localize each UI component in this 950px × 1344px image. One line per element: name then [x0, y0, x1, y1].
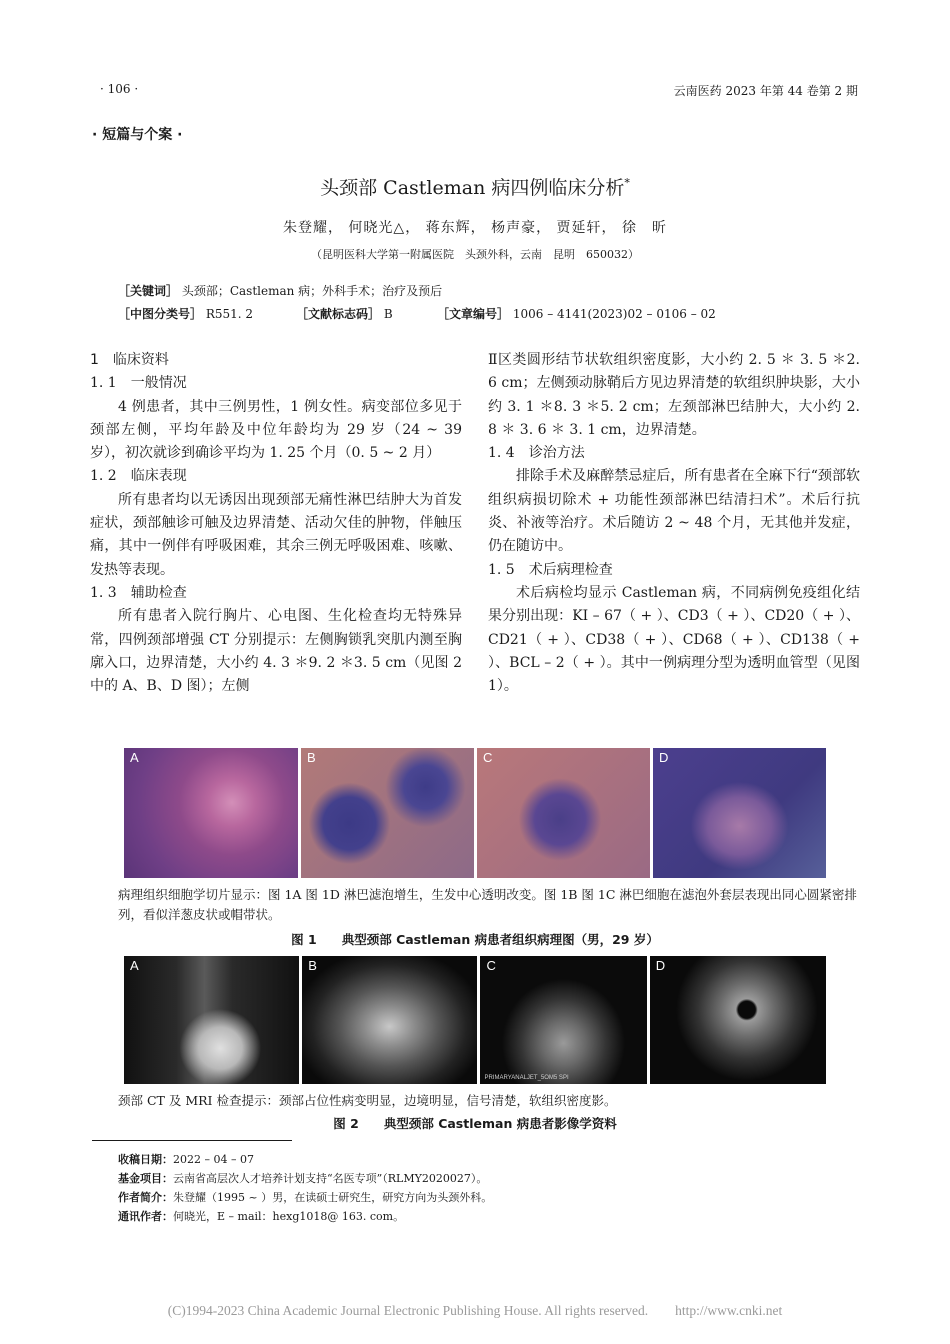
article-title	[0, 173, 950, 200]
figure-2-panel-b	[302, 956, 477, 1084]
paragraph-pathology: 术后病检均显示 Castleman 病，不同病例免疫组化结果分别出现：KI – 67（ + ）、CD3（ + ）、CD20（ + ）、CD21（ + ）、CD38（ + ）、CD68（ + ）、CD138（ + ）、BCL – 2（ + ）。其中一例病理分型为透明血管型（见图 1）。	[488, 584, 860, 695]
copyright-notice: (C)1994-2023 China Academic Journal Electronic Publishing House. All rights reserved. http://www.cnki.net	[167, 1303, 783, 1318]
journal-issue: 云南医药 2023 年第 44 卷第 2 期	[673, 84, 858, 98]
footnote-received-value: 2022 – 04 – 07	[173, 1153, 254, 1166]
subheading-1-2: 1. 2 临床表现	[90, 468, 187, 485]
figure-1-images	[124, 748, 826, 878]
keywords-line	[118, 282, 442, 299]
paragraph-exam: 所有患者入院行胸片、心电图、生化检查均无特殊异常，四例颈部增强 CT 分别提示：左侧胸锁乳突肌内测至胸廓入口，边界清楚，大小约 4. 3 ＊9. 2 ＊3. 5 cm（见图 2 中的 A、B、D 图）；左侧	[90, 608, 462, 695]
right-column	[488, 349, 860, 698]
title-footnote-mark: *	[624, 176, 630, 190]
article-title-text: 头颈部 Castleman 病四例临床分析	[320, 177, 625, 199]
paragraph-exam-continued: Ⅱ区类圆形结节状软组织密度影，大小约 2. 5 ＊ 3. 5 ＊2. 6 cm；左侧颈动脉鞘后方见边界清楚的软组织肿块影，大小约 3. 1 ＊8. 3 ＊5. 2 cm；左颈部淋巴结肿大，大小约 2. 8 ＊ 3. 6 ＊ 3. 1 cm，边界清楚。	[488, 352, 860, 438]
figure-1-caption: 病理组织细胞学切片显示：图 1A 图 1D 淋巴滤泡增生，生发中心透明改变。图 1B 图 1C 淋巴细胞在滤泡外套层表现出同心圆紧密排列，看似洋葱皮状或帽带状。	[118, 887, 857, 922]
figure-1-panel-b-label: B	[307, 750, 316, 765]
figure-1-panel-b	[301, 748, 474, 878]
figure-2-caption: 颈部 CT 及 MRI 检查提示：颈部占位性病变明显，边境明显，信号清楚，软组织密度影。	[118, 1093, 617, 1108]
figure-1-panel-a-label: A	[130, 750, 139, 765]
footnote-received	[118, 1151, 254, 1167]
figure-2-panel-c-overlay-text: PRIMARYANALJET_5OM5 SPI	[484, 1075, 569, 1081]
figure-1-panel-c-label: C	[483, 750, 493, 765]
figure-1-title: 图 1 典型颈部 Castleman 病患者组织病理图（男，29 岁）	[291, 932, 659, 947]
keywords: 头颈部；Castleman 病；外科手术；治疗及预后	[181, 284, 443, 298]
article-number-value: 1006 – 4141(2023)02 – 0106 – 02	[512, 307, 716, 321]
paragraph-clinical: 所有患者均以无诱因出现颈部无痛性淋巴结肿大为首发症状，颈部触诊可触及边界清楚、活动欠佳的肿物，伴触压痛，其中一例伴有呼吸困难，其余三例无呼吸困难、咳嗽、发热等表现。	[90, 491, 462, 578]
doccode-value: B	[383, 307, 393, 321]
article-affiliation: （昆明医科大学第一附属医院 头颈外科，云南 昆明 650032）	[311, 248, 639, 261]
paragraph-general: 4 例患者，其中三例男性，1 例女性。病变部位多见于颈部左侧，平均年龄及中位年龄均为 29 岁（24 ~ 39 岁），初次就诊到确诊平均为 1. 25 个月（0. 5 ~ 2 月）	[90, 398, 462, 462]
subheading-1-1: 1. 1 一般情况	[90, 375, 187, 392]
footnote-corresponding-label: 通讯作者：	[118, 1210, 173, 1223]
footnote-fund-value: 云南省高层次人才培养计划支持“名医专项”（RLMY2020027）。	[173, 1172, 488, 1185]
section-tag: · 短篇与个案 ·	[92, 127, 183, 143]
page-number: · 106 ·	[100, 82, 139, 96]
figure-2-panel-d	[650, 956, 826, 1084]
footnote-fund-label: 基金项目：	[118, 1172, 173, 1185]
figure-2-panel-b-label: B	[308, 958, 317, 973]
footnote-divider	[92, 1140, 292, 1141]
footnote-author	[118, 1189, 492, 1205]
article-number-label: ［文章编号］	[437, 307, 510, 321]
footnote-fund	[118, 1170, 487, 1186]
keywords-label: ［关键词］	[118, 284, 179, 298]
left-column	[90, 349, 462, 698]
doccode-label: ［文献标志码］	[296, 307, 381, 321]
paragraph-treatment: 排除手术及麻醉禁忌症后，所有患者在全麻下行“颈部软组织病损切除术 + 功能性颈部淋巴结清扫术”。术后行抗炎、补液等治疗。术后随访 2 ~ 48 个月，无其他并发症，仍在随访中。	[488, 468, 860, 555]
doccode-line	[296, 305, 393, 322]
subheading-1-3: 1. 3 辅助检查	[90, 584, 187, 601]
subheading-1-5: 1. 5 术后病理检查	[488, 561, 613, 578]
clc-value: R551. 2	[205, 307, 254, 321]
footnote-received-label: 收稿日期：	[118, 1153, 173, 1166]
subheading-1-4: 1. 4 诊治方法	[488, 445, 585, 462]
footnote-author-label: 作者简介：	[118, 1191, 173, 1204]
figure-1-panel-c	[477, 748, 650, 878]
clc-label: ［中图分类号］	[118, 307, 203, 321]
figure-2-panel-a	[124, 956, 299, 1084]
figure-2-panel-c	[480, 956, 646, 1084]
footnote-corresponding-value: 何晓光，E – mail：hexg1018@ 163. com。	[173, 1210, 405, 1223]
article-number-line	[437, 305, 716, 322]
figure-1-panel-a	[124, 748, 298, 878]
figure-2-panel-a-label: A	[130, 958, 139, 973]
figure-2-panel-c-label: C	[486, 958, 496, 973]
figure-1-panel-d	[653, 748, 826, 878]
figure-2-panel-d-label: D	[655, 958, 666, 973]
footnote-author-value: 朱登耀（1995 ~ ）男，在读硕士研究生，研究方向为头颈外科。	[173, 1191, 493, 1204]
footnote-corresponding	[118, 1208, 404, 1224]
figure-1-panel-d-label: D	[659, 750, 669, 765]
article-authors: 朱登耀， 何晓光△， 蒋东辉， 杨声豪， 贾延轩， 徐 昕	[282, 220, 668, 236]
figure-2-images	[124, 956, 826, 1084]
clc-line	[118, 305, 253, 322]
section-heading-1: 1 临床资料	[90, 352, 169, 368]
figure-2-title: 图 2 典型颈部 Castleman 病患者影像学资料	[333, 1116, 617, 1131]
